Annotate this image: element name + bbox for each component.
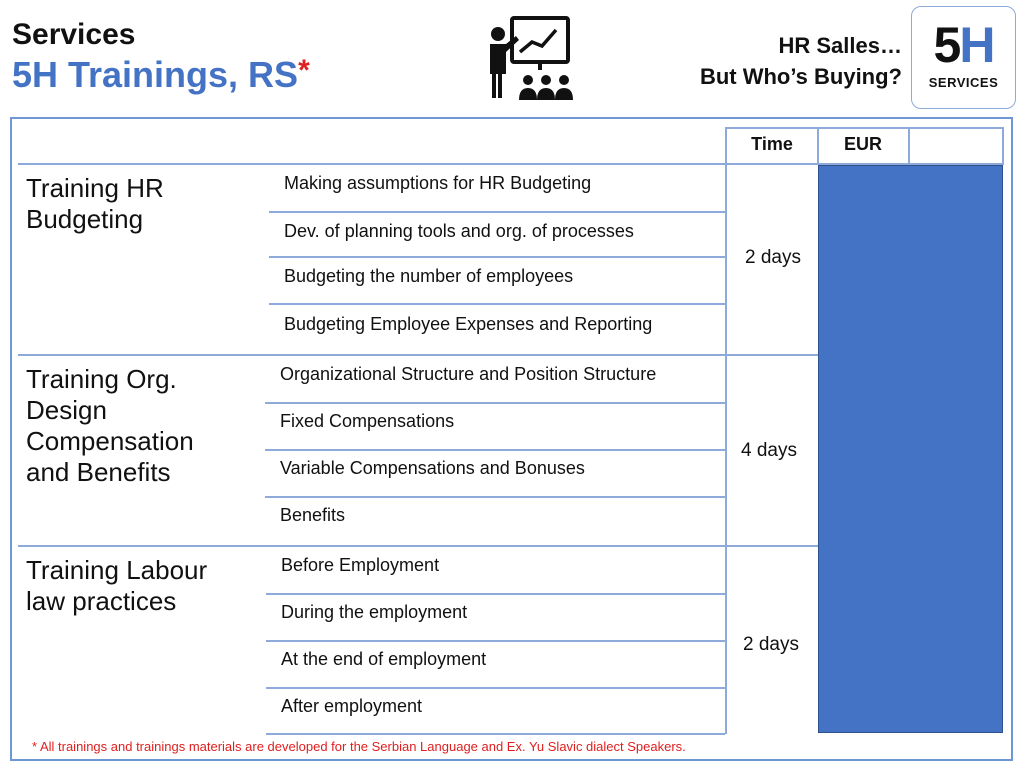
list-item: Variable Compensations and Bonuses: [280, 458, 585, 478]
list-item: During the employment: [281, 602, 468, 622]
subtitle-asterisk: *: [298, 54, 310, 87]
column-header-time: Time: [751, 134, 793, 154]
list-item: Budgeting the number of employees: [284, 266, 574, 286]
list-item: Before Employment: [281, 555, 440, 575]
presenter-icon: [486, 14, 582, 104]
list-item: After employment: [281, 696, 423, 716]
group-name-hr-budgeting: [26, 173, 164, 235]
list-item: Benefits: [280, 505, 346, 525]
eur-price-column: [818, 165, 1003, 733]
row-divider: [266, 687, 725, 689]
row-divider: [265, 449, 725, 451]
group-name-labour-law: [26, 555, 207, 617]
logo-digit: 5: [933, 17, 960, 73]
duration-value: 2 days: [743, 634, 799, 655]
page-subtitle: [12, 54, 310, 96]
group-name-org-design: [26, 364, 194, 488]
row-divider: [266, 640, 725, 642]
group-divider: [18, 545, 818, 547]
tagline-line1: HR Salles…: [778, 33, 902, 58]
row-divider: [269, 211, 725, 213]
footnote: * All trainings and trainings materials are developed for the Serbian Language and Ex. Yu Slavic dialect Speakers.: [32, 739, 686, 754]
table-right-border: [1002, 127, 1004, 165]
row-divider: [266, 593, 725, 595]
column-header-eur: EUR: [843, 134, 882, 154]
duration-value: 4 days: [741, 440, 797, 461]
group-name-line: Training Labour: [26, 555, 208, 585]
brand-logo: [911, 6, 1016, 109]
list-item: Organizational Structure and Position Structure: [280, 364, 657, 384]
group-name-line: Compensation: [26, 426, 194, 456]
row-divider: [265, 402, 725, 404]
group-name-line: Training HR: [26, 173, 164, 203]
header-top-line: [726, 127, 1003, 129]
duration-value: 2 days: [745, 247, 801, 268]
list-item: Making assumptions for HR Budgeting: [284, 173, 592, 193]
row-divider: [269, 256, 725, 258]
time-column-left-border: [725, 127, 727, 734]
list-item: Fixed Compensations: [280, 411, 455, 431]
list-item: Dev. of planning tools and org. of processes: [284, 221, 634, 241]
subtitle-text: 5H Trainings, RS: [12, 54, 299, 95]
group-name-line: law practices: [26, 586, 177, 616]
list-item: At the end of employment: [281, 649, 487, 669]
extra-column-left-border: [908, 127, 910, 165]
group-name-line: and Benefits: [26, 457, 171, 487]
row-divider: [266, 733, 725, 735]
group-divider: [18, 354, 818, 356]
tagline: [700, 30, 902, 92]
group-name-line: Budgeting: [26, 204, 144, 234]
logo-caption: SERVICES: [928, 75, 999, 90]
list-item: Budgeting Employee Expenses and Reporting: [284, 314, 653, 334]
page-title: Services: [12, 18, 136, 51]
group-name-line: Training Org.: [26, 364, 177, 394]
row-divider: [269, 303, 725, 305]
tagline-line2: But Who’s Buying?: [699, 64, 902, 89]
row-divider: [265, 496, 725, 498]
logo-letter: H: [959, 17, 994, 73]
group-name-line: Design: [26, 395, 107, 425]
